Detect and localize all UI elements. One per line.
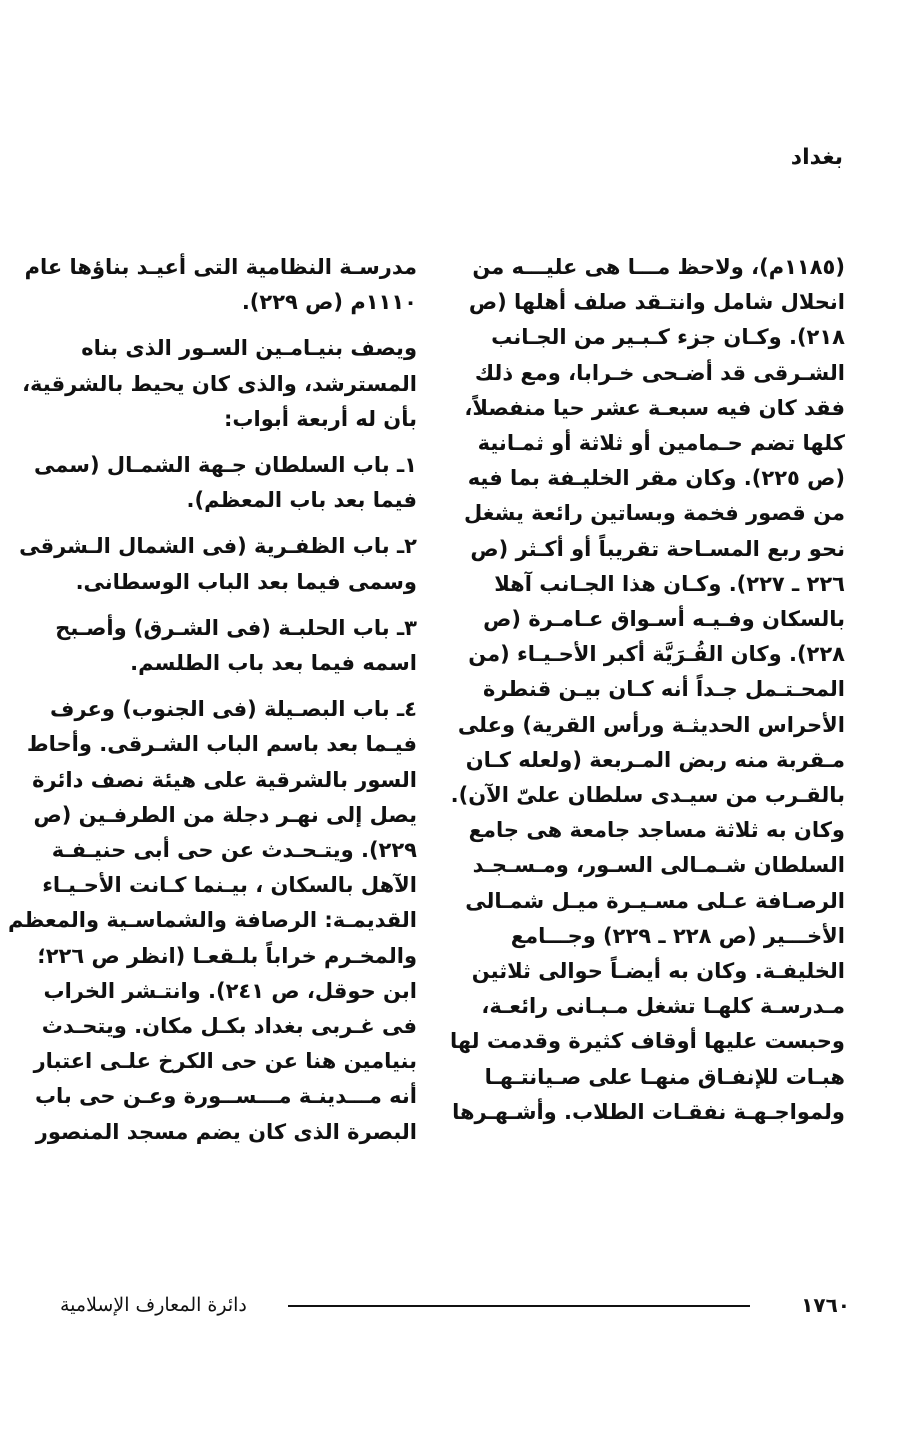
paragraph <box>22 331 417 437</box>
text-line: والمخـرم خراباً بلـقعـا (انظر ص ٢٢٦؛ <box>37 943 417 968</box>
text-line: (١١٨٥م)، ولاحظ مـــا هى عليـــه من <box>472 255 845 279</box>
text-line: فى غـربى بغداد بكـل مكان. ويتحـدث <box>41 1014 417 1039</box>
text-line: ولمواجـهـة نفقـات الطلاب. وأشـهـرها <box>452 1099 845 1124</box>
paragraph <box>24 250 417 320</box>
text-line: الآهل بالسكان ، بيـنما كـانت الأحـيـاء <box>42 873 417 898</box>
journal-title: دائرة المعارف الإسلامية <box>60 1294 247 1316</box>
text-line: السلطان شـمـالى السـور، ومـسـجـد <box>472 853 845 878</box>
text-column-right <box>449 250 845 1141</box>
text-line: وحبست عليها أوقاف كثيرة وقدمت لها <box>449 1029 845 1054</box>
text-line: وكان به ثلاثة مساجد جامعة هى جامع <box>468 818 845 843</box>
text-line: مـدرسـة كلهـا تشغل مـبـانى رائعـة، <box>481 994 845 1019</box>
text-line: ٢٢٦ ـ ٢٢٧). وكـان هذا الجـانب آهلا <box>494 571 845 596</box>
text-line: اسمه فيما بعد باب الطلسم. <box>130 651 417 676</box>
text-line: ١ـ باب السلطان جـهة الشمـال (سمى <box>33 453 417 478</box>
page-number: ١٧٦٠ <box>801 1293 850 1317</box>
text-line: ويصف بنيـامـين السـور الذى بناه <box>81 336 417 361</box>
text-line: يصل إلى نهـر دجلة من الطرفـين (ص <box>33 802 417 827</box>
text-line: مدرسـة النظامية التى أعيـد بناؤها عام <box>24 255 417 279</box>
text-line: فقد كان فيه سبعـة عشر حيا منفصلاً، <box>464 395 845 420</box>
text-line: ٢١٨). وكـان جزء كـبـير من الجـانب <box>491 325 845 350</box>
text-line: ٤ـ باب البصـيلة (فى الجنوب) وعرف <box>50 697 417 722</box>
text-line: انحلال شامل وانتـقد صلف أهلها (ص <box>468 290 845 315</box>
text-line: فيـما بعد باسم الباب الشـرقى. وأحاط <box>26 732 417 757</box>
text-line: الخليفـة. وكان به أيضـاً حوالى ثلاثين <box>471 959 845 984</box>
text-line: ٣ـ باب الحلبـة (فى الشـرق) وأصـبح <box>55 615 417 640</box>
text-line: ٢٢٩). ويتـحـدث عن حى أبى حنيـفـة <box>51 838 417 863</box>
page-footer <box>60 1290 850 1320</box>
text-line: كلها تضم حـمامين أو ثلاثة أو ثمـانية <box>477 431 845 456</box>
text-line: السور بالشرقية على هيئة نصف دائرة <box>32 767 417 792</box>
text-line: من قصور فخمة وبساتين رائعة يشغل <box>463 501 845 526</box>
paragraph <box>55 611 417 681</box>
text-line: الشـرقى قد أضـحى خـرابا، ومع ذلك <box>474 360 845 385</box>
text-line: ١١١٠م (ص ٢٢٩). <box>241 290 417 315</box>
running-header: بغداد <box>790 145 843 170</box>
text-line: نحو ربع المسـاحة تقريباً أو أكـثر (ص <box>470 536 845 561</box>
footer-rule <box>288 1305 750 1307</box>
text-line: الرصـافة عـلى مسـيـرة ميـل شمـالى <box>465 888 845 913</box>
text-line: بالسكان وفـيـه أسـواق عـامـرة (ص <box>483 607 845 632</box>
text-line: القديمـة: الرصافة والشماسـية والمعظم <box>8 908 417 933</box>
text-line: البصرة الذى كان يضم مسجد المنصور <box>35 1119 417 1144</box>
paragraph <box>8 692 417 1150</box>
text-line: بالقـرب من سيـدى سلطان علىّ الآن). <box>450 783 845 808</box>
text-line: الأخـــير (ص ٢٢٨ ـ ٢٢٩) وجـــامع <box>510 923 845 948</box>
text-line: بنيامين هنا عن حى الكرخ علـى اعتبار <box>33 1049 417 1074</box>
text-line: أنه مـــدينـة مـــســورة وعـن حى باب <box>34 1084 417 1109</box>
text-line: ٢٢٨). وكان القُـرَيَّة أكبر الأحـيـاء (من <box>468 642 845 667</box>
paragraph <box>33 448 417 518</box>
paragraph <box>19 529 417 599</box>
text-line: (ص ٢٢٥). وكان مقر الخليـفة بما فيه <box>467 466 845 491</box>
text-line: ابن حوقل، ص ٢٤١). وانتـشر الخراب <box>43 978 417 1003</box>
text-line: المسترشد، والذى كان يحيط بالشرقية، <box>22 371 417 396</box>
text-line: مـقربة منه ربض المـربعة (ولعله كـان <box>465 747 845 772</box>
text-line: بأن له أربعة أبواب: <box>224 406 417 431</box>
text-line: ٢ـ باب الظفـرية (فى الشمال الـشرقى <box>19 534 417 559</box>
text-line: هبـات للإنفـاق منهـا على صـيانتـهـا <box>484 1064 845 1089</box>
text-line: الأحراس الحديثـة ورأس القرية) وعلى <box>457 712 845 737</box>
text-line: المحـتـمل جـداً أنه كـان بيـن قنطرة <box>482 677 845 702</box>
text-line: فيما بعد باب المعظم). <box>186 488 417 513</box>
paragraph <box>449 250 845 1130</box>
text-column-left <box>8 250 417 1161</box>
text-line: وسمى فيما بعد الباب الوسطانى. <box>75 569 417 594</box>
